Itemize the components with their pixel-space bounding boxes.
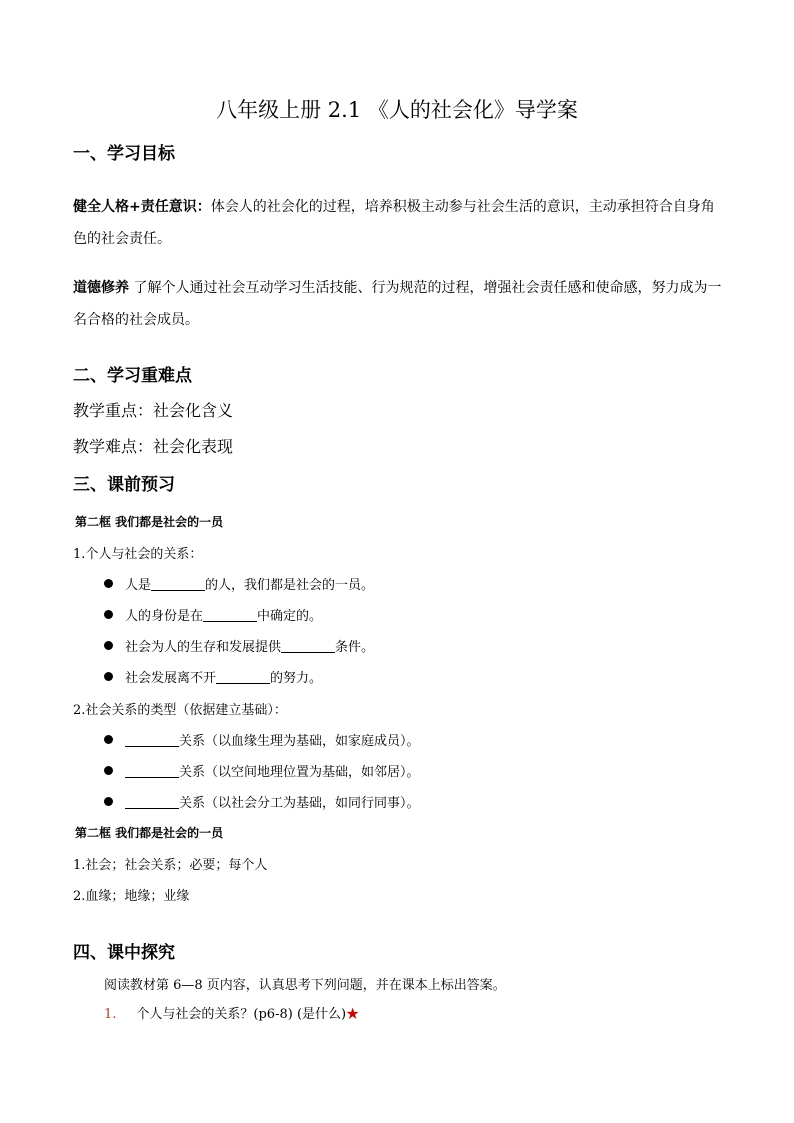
bullet-item: 关系（以空间地理位置为基础，如邻居）。 xyxy=(104,761,420,780)
fill-blank[interactable] xyxy=(151,578,205,591)
explore-intro: 阅读教材第 6—8 页内容，认真思考下列问题，并在课本上标出答案。 xyxy=(104,978,506,993)
fill-blank[interactable] xyxy=(203,609,257,622)
bullet-item: 社会为人的生存和发展提供 条件。 xyxy=(104,636,374,655)
bullet-item: 人是 的人，我们都是社会的一员。 xyxy=(104,574,374,593)
answer-2: 2.血缘；地缘；业缘 xyxy=(73,889,190,904)
explore-question-1: 1. 个人与社会的关系？(p6-8) (是什么)★ xyxy=(104,1007,360,1022)
fill-blank[interactable] xyxy=(125,765,179,778)
goal-text-2: 了解个人通过社会互动学习生活技能、行为规范的过程，增强社会责任感和使命感，努力成为一名合格的社会成员。 xyxy=(73,280,722,328)
fill-blank[interactable] xyxy=(125,734,179,747)
page-title: 八年级上册 2.1 《人的社会化》导学案 xyxy=(216,98,578,122)
bullet-item: 关系（以血缘生理为基础，如家庭成员）。 xyxy=(104,730,420,749)
frame-subheading-1: 第二框 我们都是社会的一员 xyxy=(75,515,224,529)
bullet-item: 关系（以社会分工为基础，如同行同事）。 xyxy=(104,792,420,811)
fill-blank[interactable] xyxy=(125,796,179,809)
star-icon: ★ xyxy=(346,1007,360,1022)
bullet-icon xyxy=(104,735,113,744)
bullet-item: 人的身份是在 中确定的。 xyxy=(104,605,322,624)
section-heading-preview: 三、课前预习 xyxy=(73,475,175,495)
answer-1: 1.社会；社会关系；必要；每个人 xyxy=(73,858,268,873)
goal-label-2: 道德修养 xyxy=(73,280,129,296)
fill-blank[interactable] xyxy=(281,640,335,653)
bullet-icon xyxy=(104,672,113,681)
question-2: 2.社会关系的类型（依据建立基础）： xyxy=(73,703,287,718)
bullet-icon xyxy=(104,797,113,806)
goal-label-1: 健全人格+责任意识： xyxy=(73,199,211,215)
section-heading-goals: 一、学习目标 xyxy=(73,144,175,164)
fill-blank[interactable] xyxy=(216,671,270,684)
bullet-icon xyxy=(104,766,113,775)
section-heading-key-points: 二、学习重难点 xyxy=(73,366,192,386)
teaching-focus: 教学重点：社会化含义 xyxy=(73,401,234,420)
bullet-icon xyxy=(104,641,113,650)
question-number: 1. xyxy=(104,1007,117,1022)
goal-paragraph-2 xyxy=(73,272,725,336)
goal-text-1: 体会人的社会化的过程，培养积极主动参与社会生活的意识，主动承担符合自身角色的社会责任。 xyxy=(73,199,715,247)
frame-subheading-2: 第二框 我们都是社会的一员 xyxy=(75,826,224,840)
bullet-icon xyxy=(104,579,113,588)
bullet-icon xyxy=(104,610,113,619)
teaching-difficulty: 教学难点：社会化表现 xyxy=(73,437,234,456)
bullet-item: 社会发展离不开 的努力。 xyxy=(104,667,322,686)
question-1: 1.个人与社会的关系： xyxy=(73,547,203,562)
goal-paragraph-1 xyxy=(73,191,725,255)
section-heading-explore: 四、课中探究 xyxy=(73,943,175,963)
